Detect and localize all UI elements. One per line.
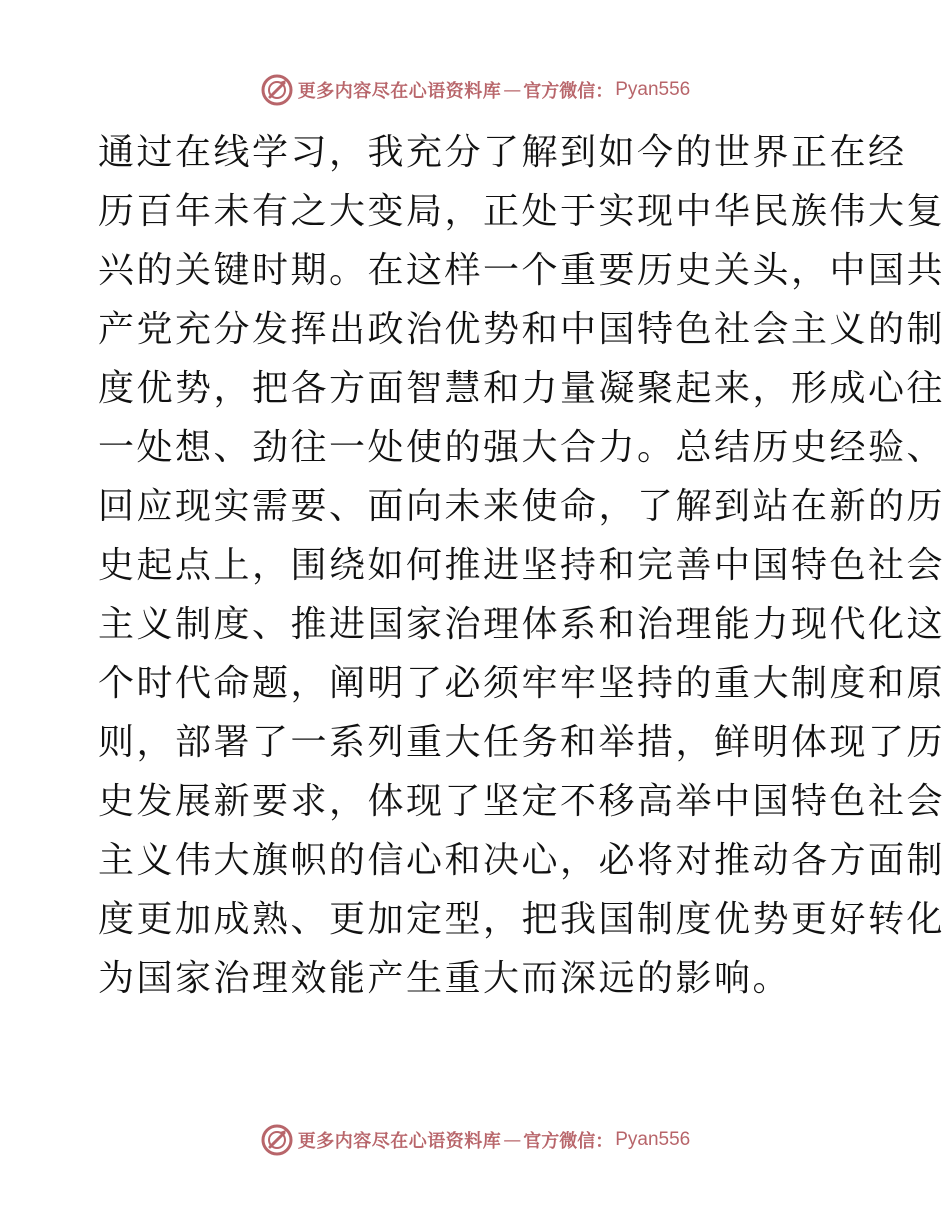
- body-line: 史起点上，围绕如何推进坚持和完善中国特色社会: [98, 545, 946, 586]
- body-line: 主义伟大旗帜的信心和决心，必将对推动各方面制: [98, 840, 946, 881]
- body-line: 产党充分发挥出政治优势和中国特色社会主义的制: [98, 309, 946, 350]
- body-line: 通过在线学习，我充分了解到如今的世界正在经: [98, 132, 907, 173]
- seal-logo-icon: [260, 1123, 294, 1157]
- body-line: 回应现实需要、面向未来使命，了解到站在新的历: [98, 486, 946, 527]
- wechat-label: 官方微信：: [523, 1131, 614, 1152]
- body-line: 为国家治理效能产生重大而深远的影响。: [98, 958, 792, 999]
- wechat-id: Pyan556: [615, 79, 691, 100]
- header-banner: [0, 72, 950, 108]
- body-line: 史发展新要求，体现了坚定不移高举中国特色社会: [98, 781, 946, 822]
- wechat-label: 官方微信：: [523, 81, 614, 102]
- article-body: [98, 123, 946, 1008]
- body-line: 则，部署了一系列重大任务和举措，鲜明体现了历: [98, 722, 946, 763]
- body-line: 一处想、劲往一处使的强大合力。总结历史经验、: [98, 427, 946, 468]
- body-line: 度优势，把各方面智慧和力量凝聚起来，形成心往: [98, 368, 946, 409]
- separator-dash: —: [503, 79, 522, 101]
- body-line: 度更加成熟、更加定型，把我国制度优势更好转化: [98, 899, 946, 940]
- footer-banner: [0, 1122, 950, 1158]
- wechat-id: Pyan556: [615, 1129, 691, 1150]
- body-line: 兴的关键时期。在这样一个重要历史关头，中国共: [98, 250, 946, 291]
- body-line: 主义制度、推进国家治理体系和治理能力现代化这: [98, 604, 946, 645]
- site-name: 更多内容尽在心语资料库: [297, 1131, 502, 1152]
- body-line: 历百年未有之大变局，正处于实现中华民族伟大复: [98, 191, 946, 232]
- seal-logo-icon: [260, 73, 294, 107]
- separator-dash: —: [503, 1129, 522, 1151]
- body-line: 个时代命题，阐明了必须牢牢坚持的重大制度和原: [98, 663, 946, 704]
- site-name: 更多内容尽在心语资料库: [297, 81, 502, 102]
